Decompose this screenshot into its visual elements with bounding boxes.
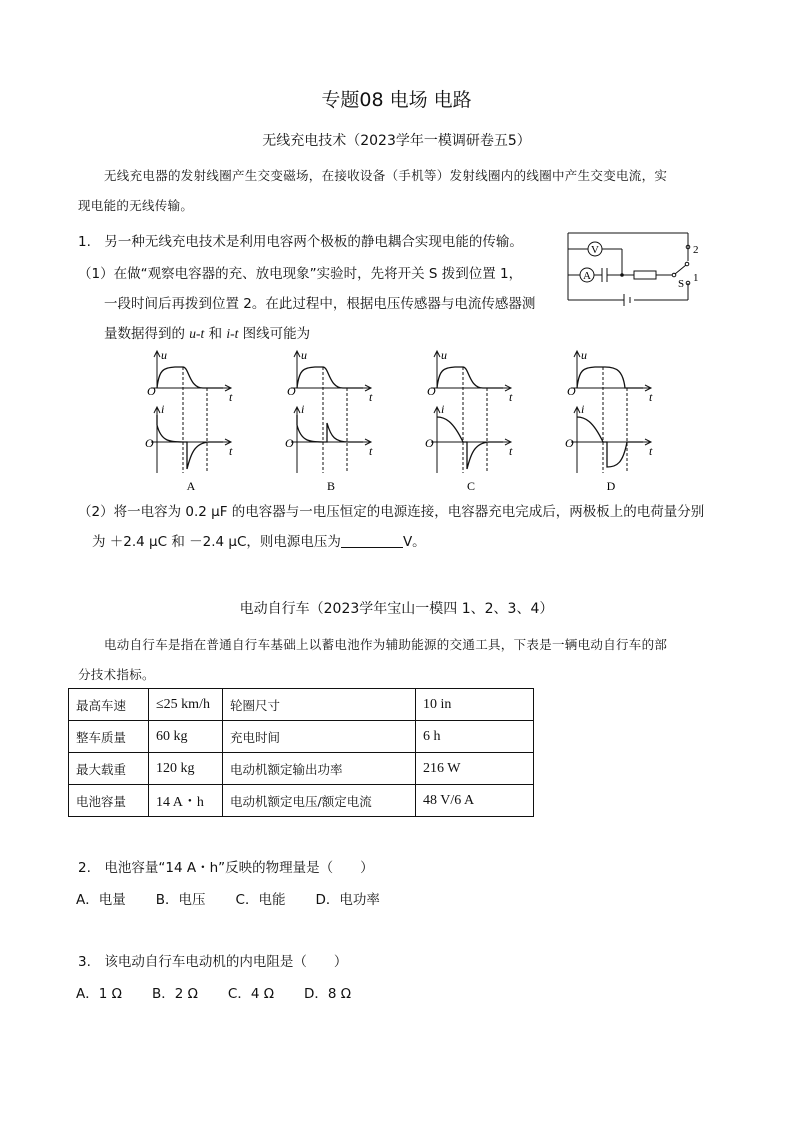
table-cell: 电池容量 [69,785,149,817]
page-title: 专题08 电场 电路 [321,89,472,111]
table-cell: 最高车速 [69,689,149,721]
section2-intro-line2: 分技术指标。 [78,667,155,682]
graph-option-d [565,345,665,495]
question-2-option-c[interactable]: C．电能 [235,892,286,908]
u-t-curve [157,367,223,388]
origin-label: O [427,384,436,398]
origin-label: O [567,384,576,398]
graph-option-label: D [606,479,616,493]
graph-option-label: C [466,479,476,493]
table-cell: 216 W [416,753,534,785]
table-row [69,721,534,753]
origin-label: O [425,436,434,450]
question-1-part2-line1: （2）将一电容为 0.2 μF 的电容器与一电压恒定的电源连接，电容器充电完成后，两极板上的电荷量分别 [78,504,705,520]
axis-label-t: t [369,390,373,404]
axis-label-u: u [581,348,587,362]
axis-label-i: i [441,402,445,416]
u-t-curve [577,367,643,388]
section1-intro-line2: 现电能的无线传输。 [78,198,194,213]
spec-table [68,688,534,817]
axis-label-u: u [161,348,167,362]
question-3-text: 3. 该电动自行车电动机的内电阻是（ ） [78,954,348,970]
answer-blank[interactable] [341,533,403,548]
graph-option-a [145,345,245,495]
question-2-option-b[interactable]: B．电压 [155,892,206,908]
switch-position-2: 2 [693,244,699,256]
table-cell: 48 V/6 A [416,785,534,817]
question-1-part1-line3 [104,322,310,342]
question-1-part1-line2: 一段时间后再拨到位置 2。在此过程中，根据电压传感器与电流传感器测 [104,296,536,312]
axis-label-t: t [369,444,373,458]
table-cell: 6 h [416,721,534,753]
table-row [69,689,534,721]
part1-text-and: 和 [204,326,227,342]
part1-text-a: 量数据得到的 [104,326,190,342]
graph-option-c [425,345,525,495]
var-it: i-t [226,326,239,341]
i-t-curve [297,415,363,442]
question-2-text: 2. 电池容量“14 A・h”反映的物理量是（ ） [78,860,374,876]
question-2-option-d[interactable]: D．电功率 [315,892,380,908]
table-row [69,785,534,817]
table-cell: 电动机额定输出功率 [223,753,416,785]
switch-position-1: 1 [693,272,699,284]
table-cell: 14 A・h [149,785,223,817]
section-heading-wireless-charging: 无线充电技术（2023学年一模调研卷五5） [262,133,531,149]
table-cell: 电动机额定电压/额定电流 [223,785,416,817]
switch-label: S [678,278,685,290]
axis-label-i: i [301,402,305,416]
origin-label: O [147,384,156,398]
part2-text-b: V。 [402,534,426,550]
graph-option-label: B [326,479,336,493]
switch-blade [675,265,686,274]
axis-label-i: i [161,402,165,416]
section2-intro-line1: 电动自行车是指在普通自行车基础上以蓄电池作为辅助能源的交通工具，下表是一辆电动自行车的部 [104,637,668,652]
origin-label: O [145,436,154,450]
question-2-option-a[interactable]: A．电量 [76,892,126,908]
origin-label: O [565,436,574,450]
axis-label-t: t [649,444,653,458]
axis-label-t: t [509,444,513,458]
question-3-options [76,982,381,1002]
axis-label-u: u [441,348,447,362]
part2-text-a: 为 ＋2.4 μC 和 －2.4 μC，则电源电压为 [92,534,341,550]
question-3-option-a[interactable]: A．1 Ω [76,986,122,1002]
question-1-text: 1. 另一种无线充电技术是利用电容两个极板的静电耦合实现电能的传输。 [78,234,523,250]
section-heading-e-bike: 电动自行车（2023学年宝山一模四 1、2、3、4） [239,601,554,617]
question-1-part1-line1: （1）在做“观察电容器的充、放电现象”实验时，先将开关 S 拨到位置 1， [78,266,523,282]
axis-label-i: i [581,402,585,416]
axis-label-t: t [229,390,233,404]
table-cell: 充电时间 [223,721,416,753]
section1-intro-line1: 无线充电器的发射线圈产生交变磁场，在接收设备（手机等）发射线圈内的线圈中产生交变电流，实 [104,168,668,183]
table-cell: ≤25 km/h [149,689,223,721]
axis-label-u: u [301,348,307,362]
ammeter-label: A [583,270,591,282]
axis-label-t: t [509,390,513,404]
table-row [69,753,534,785]
question-3-option-b[interactable]: B．2 Ω [151,986,198,1002]
question-2-options [76,888,410,908]
voltmeter-label: V [591,244,599,256]
table-cell: 120 kg [149,753,223,785]
table-cell: 轮圈尺寸 [223,689,416,721]
question-3-option-c[interactable]: C．4 Ω [227,986,275,1002]
circuit-diagram [560,225,710,315]
i-t-curve [437,417,503,469]
axis-label-t: t [649,390,653,404]
table-cell: 整车质量 [69,721,149,753]
part1-text-b: 图线可能为 [238,326,311,342]
resistor-symbol [634,271,656,279]
table-cell: 最大载重 [69,753,149,785]
graph-option-b [285,345,385,495]
graph-options [0,345,793,495]
table-cell: 10 in [416,689,534,721]
axis-label-t: t [229,444,233,458]
table-cell: 60 kg [149,721,223,753]
graph-option-label: A [186,479,196,493]
u-t-curve [297,367,363,388]
var-ut: u-t [189,326,205,341]
question-1-part2-line2 [92,530,426,550]
question-3-option-d[interactable]: D．8 Ω [304,986,352,1002]
origin-label: O [285,436,294,450]
u-t-curve [437,367,503,388]
origin-label: O [287,384,296,398]
